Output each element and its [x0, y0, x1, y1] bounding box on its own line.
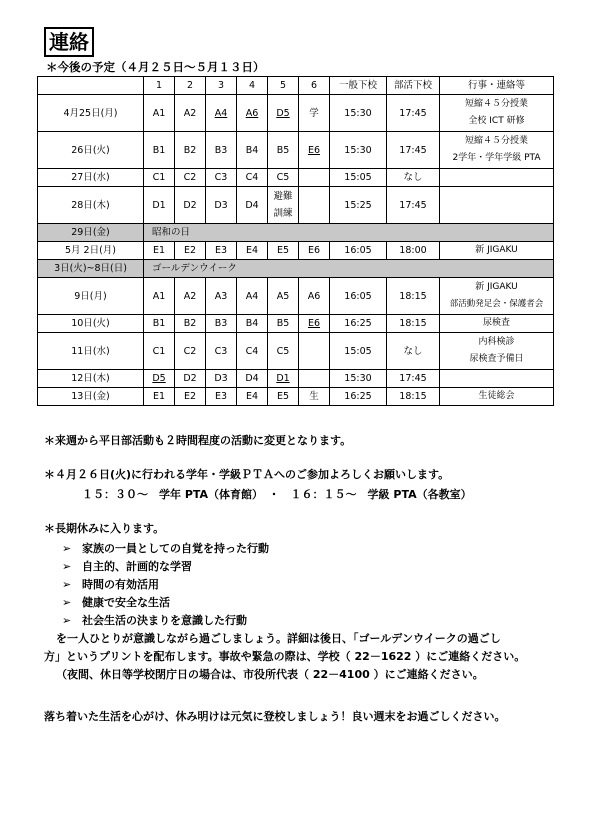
- period-cell: B1: [144, 132, 175, 169]
- period-cell: B3: [206, 315, 237, 333]
- bullet-text: 自主的、計画的な学習: [82, 560, 192, 573]
- period-cell: C2: [175, 333, 206, 370]
- period-cell: D1: [144, 187, 175, 224]
- period-cell: D2: [175, 187, 206, 224]
- table-row: [38, 370, 554, 388]
- period-cell: [299, 370, 330, 388]
- ippan-cell: 16:05: [330, 278, 387, 315]
- period-cell: D5: [144, 370, 175, 388]
- period-cell: E6: [299, 315, 330, 333]
- period-cell: B4: [237, 132, 268, 169]
- period-cell: E1: [144, 388, 175, 406]
- period-cell: [299, 169, 330, 187]
- arrow-bullet-icon: ➢: [62, 578, 72, 591]
- ippan-cell: 16:25: [330, 388, 387, 406]
- period-cell: B3: [206, 132, 237, 169]
- event-cell: [440, 95, 554, 132]
- header-cell: 6: [299, 77, 330, 95]
- arrow-bullet-icon: ➢: [62, 596, 72, 609]
- header-cell: 5: [268, 77, 299, 95]
- holiday-row: [38, 224, 554, 242]
- header-cell: 3: [206, 77, 237, 95]
- period-cell: A4: [237, 278, 268, 315]
- ippan-cell: 15:30: [330, 132, 387, 169]
- period-cell: E5: [268, 388, 299, 406]
- bukatsu-cell: 18:15: [387, 278, 440, 315]
- bukatsu-cell: 17:45: [387, 187, 440, 224]
- period-cell: B5: [268, 132, 299, 169]
- event-cell: [440, 278, 554, 315]
- arrow-bullet-icon: ➢: [62, 560, 72, 573]
- closing-message: 落ち着いた生活を心がけ、休み明けは元気に登校しましょう！良い週末をお過ごしください。: [44, 710, 506, 723]
- period-cell: A3: [206, 278, 237, 315]
- ippan-cell: 16:05: [330, 242, 387, 260]
- date-cell: 9日(月): [38, 278, 144, 315]
- holiday-row: [38, 260, 554, 278]
- period-cell: A2: [175, 95, 206, 132]
- event-line: 内科検診: [478, 337, 515, 347]
- event-line: 短縮４５分授業: [464, 136, 528, 146]
- holiday-note: ゴールデンウイーク: [144, 260, 554, 278]
- date-cell: 5月 2日(月): [38, 242, 144, 260]
- period-cell: B1: [144, 315, 175, 333]
- drill-line: 避難: [273, 191, 293, 202]
- list-item: [62, 612, 247, 628]
- period-cell: D5: [268, 95, 299, 132]
- pta-notice: ＊４月２６日(火)に行われる学年・学級ＰＴＡへのご参加よろしくお願いします。: [44, 468, 450, 481]
- period-cell: E2: [175, 242, 206, 260]
- date-cell: 11日(水): [38, 333, 144, 370]
- period-cell: B4: [237, 315, 268, 333]
- period-cell: 生: [299, 388, 330, 406]
- table-row: [38, 242, 554, 260]
- period-cell: C1: [144, 169, 175, 187]
- table-row: [38, 132, 554, 169]
- event-line: 尿検査予備日: [469, 354, 524, 364]
- bullet-text: 社会生活の決まりを意識した行動: [82, 614, 247, 627]
- ippan-cell: 16:25: [330, 315, 387, 333]
- event-cell: [440, 333, 554, 370]
- header-cell: [38, 77, 144, 95]
- table-row: [38, 388, 554, 406]
- header-cell: 1: [144, 77, 175, 95]
- event-line: 短縮４５分授業: [464, 99, 528, 109]
- period-cell: E6: [299, 132, 330, 169]
- schedule-subtitle: ＊今後の予定（４月２５日～５月１３日）: [46, 60, 265, 74]
- table-row: [38, 187, 554, 224]
- table-row: [38, 169, 554, 187]
- period-cell: E3: [206, 242, 237, 260]
- holiday-note: 昭和の日: [144, 224, 554, 242]
- bukatsu-cell: 17:45: [387, 95, 440, 132]
- period-cell: D1: [268, 370, 299, 388]
- event-cell: 尿検査: [440, 315, 554, 333]
- table-header-row: [38, 77, 554, 95]
- holiday-paragraph-line: （夜間、休日等学校閉庁日の場合は、市役所代表（ 22－4100 ）にご連絡ください。: [56, 668, 484, 681]
- list-item: [62, 540, 269, 556]
- period-cell: A6: [237, 95, 268, 132]
- evacuation-drill-cell: [268, 187, 299, 224]
- period-cell: A1: [144, 278, 175, 315]
- date-cell: 29日(金): [38, 224, 144, 242]
- ippan-cell: 15:25: [330, 187, 387, 224]
- header-cell: 行事・連絡等: [440, 77, 554, 95]
- bukatsu-cell: 17:45: [387, 370, 440, 388]
- date-cell: 12日(木): [38, 370, 144, 388]
- period-cell: E2: [175, 388, 206, 406]
- bullet-text: 健康で安全な生活: [82, 596, 170, 609]
- period-cell: E1: [144, 242, 175, 260]
- period-cell: A5: [268, 278, 299, 315]
- date-cell: 10日(火): [38, 315, 144, 333]
- date-cell: 28日(木): [38, 187, 144, 224]
- period-cell: B2: [175, 315, 206, 333]
- period-cell: D4: [237, 187, 268, 224]
- holiday-paragraph-line: を一人ひとりが意識しながら過ごしましょう。詳細は後日、「ゴールデンウイークの過ごし: [56, 632, 501, 645]
- date-cell: 3日(火)~8日(日): [38, 260, 144, 278]
- drill-line: 訓練: [273, 208, 293, 219]
- period-cell: A2: [175, 278, 206, 315]
- period-cell: E5: [268, 242, 299, 260]
- period-cell: A6: [299, 278, 330, 315]
- period-cell: D3: [206, 370, 237, 388]
- event-line: 2学年・学年学級 PTA: [452, 153, 541, 163]
- header-cell: 2: [175, 77, 206, 95]
- event-line: 部活動発足会・保護者会: [449, 299, 544, 309]
- period-cell: C2: [175, 169, 206, 187]
- event-cell: [440, 187, 554, 224]
- bukatsu-cell: 17:45: [387, 132, 440, 169]
- date-cell: 13日(金): [38, 388, 144, 406]
- event-cell: 生徒総会: [440, 388, 554, 406]
- period-cell: E6: [299, 242, 330, 260]
- period-cell: C3: [206, 169, 237, 187]
- bullet-text: 家族の一員としての自覚を持った行動: [82, 542, 269, 555]
- ippan-cell: 15:30: [330, 370, 387, 388]
- event-line: 新 JIGAKU: [475, 282, 518, 292]
- table-row: [38, 95, 554, 132]
- period-cell: A4: [206, 95, 237, 132]
- period-cell: C4: [237, 333, 268, 370]
- bullet-text: 時間の有効活用: [82, 578, 159, 591]
- event-cell: 新 JIGAKU: [440, 242, 554, 260]
- period-cell: [299, 187, 330, 224]
- period-cell: C5: [268, 169, 299, 187]
- period-cell: E4: [237, 388, 268, 406]
- period-cell: C3: [206, 333, 237, 370]
- event-cell: [440, 370, 554, 388]
- period-cell: A1: [144, 95, 175, 132]
- period-cell: D2: [175, 370, 206, 388]
- list-item: [62, 558, 192, 574]
- holiday-paragraph-line: 方」というプリントを配布します。事故や緊急の際は、学校（ 22－1622 ）にご連絡ください。: [44, 650, 526, 663]
- period-cell: 学: [299, 95, 330, 132]
- period-cell: E4: [237, 242, 268, 260]
- header-cell: 4: [237, 77, 268, 95]
- period-cell: B2: [175, 132, 206, 169]
- date-cell: 27日(水): [38, 169, 144, 187]
- club-notice: ＊来週から平日部活動も２時間程度の活動に変更となります。: [44, 434, 352, 447]
- period-cell: C1: [144, 333, 175, 370]
- date-cell: 26日(火): [38, 132, 144, 169]
- bukatsu-cell: 18:15: [387, 388, 440, 406]
- holiday-notice: ＊長期休みに入ります。: [44, 522, 165, 535]
- period-cell: D4: [237, 370, 268, 388]
- bukatsu-cell: なし: [387, 169, 440, 187]
- bukatsu-cell: 18:00: [387, 242, 440, 260]
- table-row: [38, 315, 554, 333]
- event-cell: [440, 169, 554, 187]
- bukatsu-cell: なし: [387, 333, 440, 370]
- ippan-cell: 15:05: [330, 169, 387, 187]
- list-item: [62, 576, 159, 592]
- arrow-bullet-icon: ➢: [62, 542, 72, 555]
- header-cell: 一般下校: [330, 77, 387, 95]
- period-cell: D3: [206, 187, 237, 224]
- bukatsu-cell: 18:15: [387, 315, 440, 333]
- ippan-cell: 15:30: [330, 95, 387, 132]
- event-line: 全校 ICT 研修: [468, 116, 525, 126]
- table-row: [38, 333, 554, 370]
- period-cell: C4: [237, 169, 268, 187]
- table-row: [38, 278, 554, 315]
- page-title: 連絡: [44, 27, 94, 57]
- period-cell: E3: [206, 388, 237, 406]
- period-cell: [299, 333, 330, 370]
- list-item: [62, 594, 170, 610]
- ippan-cell: 15:05: [330, 333, 387, 370]
- period-cell: B5: [268, 315, 299, 333]
- event-cell: [440, 132, 554, 169]
- period-cell: C5: [268, 333, 299, 370]
- pta-times: １５：３０～ 学年 PTA（体育館） ・ １６：１５～ 学級 PTA（各教室）: [82, 488, 472, 501]
- schedule-table: [37, 76, 554, 406]
- arrow-bullet-icon: ➢: [62, 614, 72, 627]
- date-cell: 4月25日(月): [38, 95, 144, 132]
- header-cell: 部活下校: [387, 77, 440, 95]
